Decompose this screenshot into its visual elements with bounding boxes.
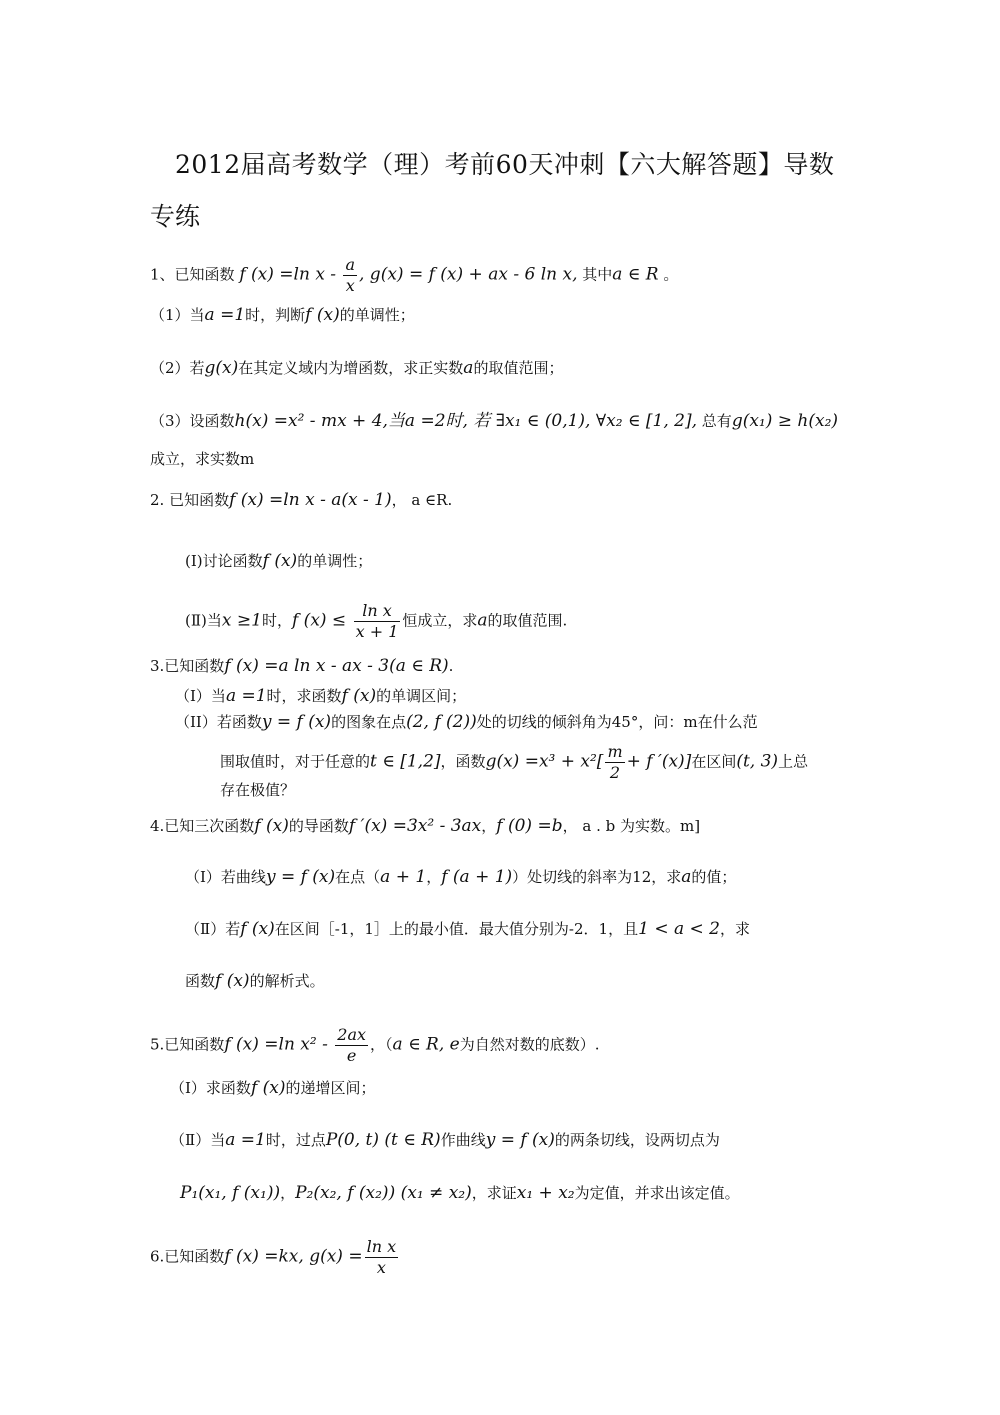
q3-part-2-line-3: 存在极值？	[220, 781, 296, 799]
q4-part-2: （Ⅱ）若f (x)在区间［-1，1］上的最小值．最大值分别为-2．1，且1 < a < 2，求	[185, 919, 750, 939]
q3-part-2-line-2: 围取值时，对于任意的t ∈ [1,2]，函数g(x) =x³ + x²[ $\frac{m}{2}$ + f ′(x)]在区间(t, 3)上总	[220, 742, 809, 782]
q6-fraction: $\frac{\text{ln x}}{x}$	[366, 1237, 397, 1277]
q5-part-2-line-2: P₁(x₁, f (x₁))，P₂(x₂, f (x₂)) (x₁ ≠ x₂)，求证x₁ + x₂为定值，并求出该定值。	[180, 1183, 740, 1203]
q1-fraction: $\frac{a}{x}$	[345, 255, 355, 295]
q3-part-1: （I）当a =1时，求函数f (x)的单调区间；	[175, 686, 467, 706]
title-line-1: 2012届高考数学（理）考前60天冲刺【六大解答题】导数	[175, 150, 835, 179]
q6-statement: 6.已知函数f (x) =kx, g(x) = $\frac{\text{ln x}}{x}$	[150, 1237, 397, 1277]
q4-statement: 4.已知三次函数f (x)的导函数f ′(x) =3x² - 3ax，f (0) =b， a . b 为实数。m]	[150, 816, 701, 836]
q2-part-1: (I)讨论函数f (x)的单调性；	[185, 551, 373, 571]
q2-part-2: (Ⅱ)当x ≥1时，f (x) ≤ $\frac{\text{ln x}}{x + 1}$ 恒成立，求a的取值范围.	[185, 601, 568, 641]
q1-part-2: （2）若g(x)在其定义域内为增函数，求正实数a的取值范围；	[150, 358, 564, 378]
q3-part-2: （II）若函数y = f (x)的图象在点(2, f (2))处的切线的倾斜角为45°，问：m在什么范	[175, 712, 758, 732]
q2-statement: 2. 已知函数f (x) =ln x - a(x - 1)， a ∈R.	[150, 490, 453, 510]
q5-fraction: $\frac{2ax}{e}$	[337, 1025, 367, 1065]
q1-statement: 1、已知函数 f (x) =ln x - $\frac{a}{x}$ , g(x) = f (x) + ax - 6 ln x, 其中a ∈ R 。	[150, 255, 679, 295]
q5-statement: 5.已知函数f (x) =ln x² - $\frac{2ax}{e}$ ，（a ∈ R, e为自然对数的底数）.	[150, 1025, 600, 1065]
q4-part-1: （Ⅰ）若曲线y = f (x)在点（a + 1，f (a + 1)）处切线的斜率为12，求a的值；	[185, 867, 737, 887]
q5-part-2: （Ⅱ）当a =1时，过点P(0, t) (t ∈ R)作曲线y = f (x)的两条切线，设两切点为	[170, 1130, 720, 1150]
q4-part-2-line-2: 函数f (x)的解析式。	[185, 971, 325, 991]
q5-part-1: （Ⅰ）求函数f (x)的递增区间；	[170, 1078, 376, 1098]
q1-part-3-cont: 成立，求实数m	[150, 450, 255, 468]
title-line-2: 专练	[150, 202, 201, 231]
q1-part-3: （3）设函数h(x) =x² - mx + 4,当a =2时, 若 ∃x₁ ∈ (0,1), ∀x₂ ∈ [1, 2], 总有g(x₁) ≥ h(x₂)	[150, 411, 839, 431]
q3-statement: 3.已知函数f (x) =a ln x - ax - 3(a ∈ R).	[150, 656, 454, 676]
q2-fraction: $\frac{\text{ln x}}{x + 1}$	[355, 601, 399, 641]
q3-fraction: $\frac{m}{2}$	[607, 742, 623, 782]
q1-part-1: （1）当a =1时，判断f (x)的单调性；	[150, 305, 415, 325]
